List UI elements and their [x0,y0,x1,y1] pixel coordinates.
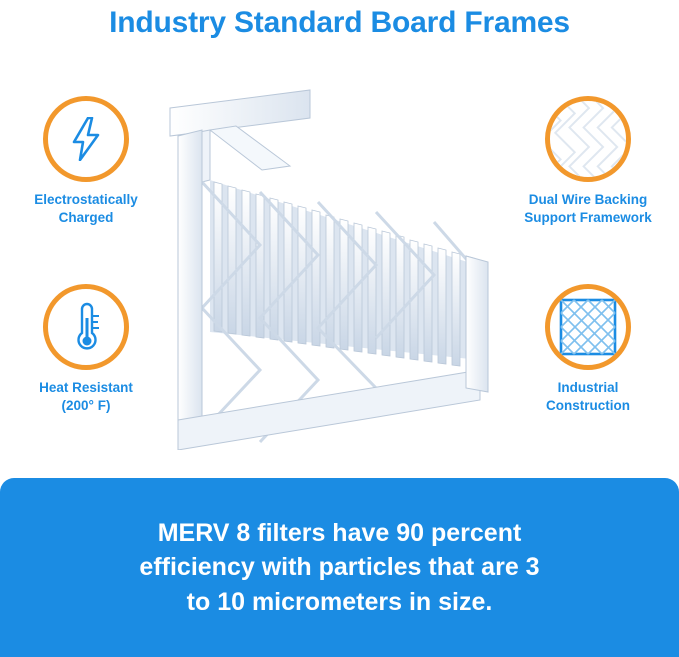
page-title: Industry Standard Board Frames [109,6,570,39]
banner-line-1: MERV 8 filters have 90 percent [157,519,522,548]
feature-icon-ring [43,284,129,370]
feature-icon-ring [545,284,631,370]
wire-mesh-icon [550,101,626,177]
feature-icon-ring [43,96,129,182]
pleated-air-filter-illustration [150,70,510,450]
feature-caption [508,191,668,227]
merv-rating-banner [0,478,679,657]
banner-line-2: efficiency with particles that are 3 [139,553,540,582]
feature-caption-line2: Construction [546,397,630,413]
feature-caption-line2: (200° F) [61,397,111,413]
thermometer-icon [69,302,103,352]
feature-caption-line2: Support Framework [524,209,652,225]
feature-caption-line1: Dual Wire Backing [528,192,648,207]
feature-caption [6,191,166,227]
feature-caption [508,379,668,415]
feature-industrial-construction [508,284,668,415]
feature-icon-ring [545,96,631,182]
feature-caption-line1: Heat Resistant [39,380,133,395]
feature-heat-resistant [6,284,166,415]
feature-caption-line2: Charged [58,209,114,225]
feature-caption-line1: Industrial [557,380,619,395]
feature-caption [6,379,166,415]
feature-electrostatically-charged [6,96,166,227]
banner-line-3: to 10 micrometers in size. [186,587,493,616]
grid-square-icon [559,298,617,356]
feature-dual-wire-backing [508,96,668,227]
lightning-bolt-icon [71,117,101,161]
feature-caption-line1: Electrostatically [34,192,138,207]
